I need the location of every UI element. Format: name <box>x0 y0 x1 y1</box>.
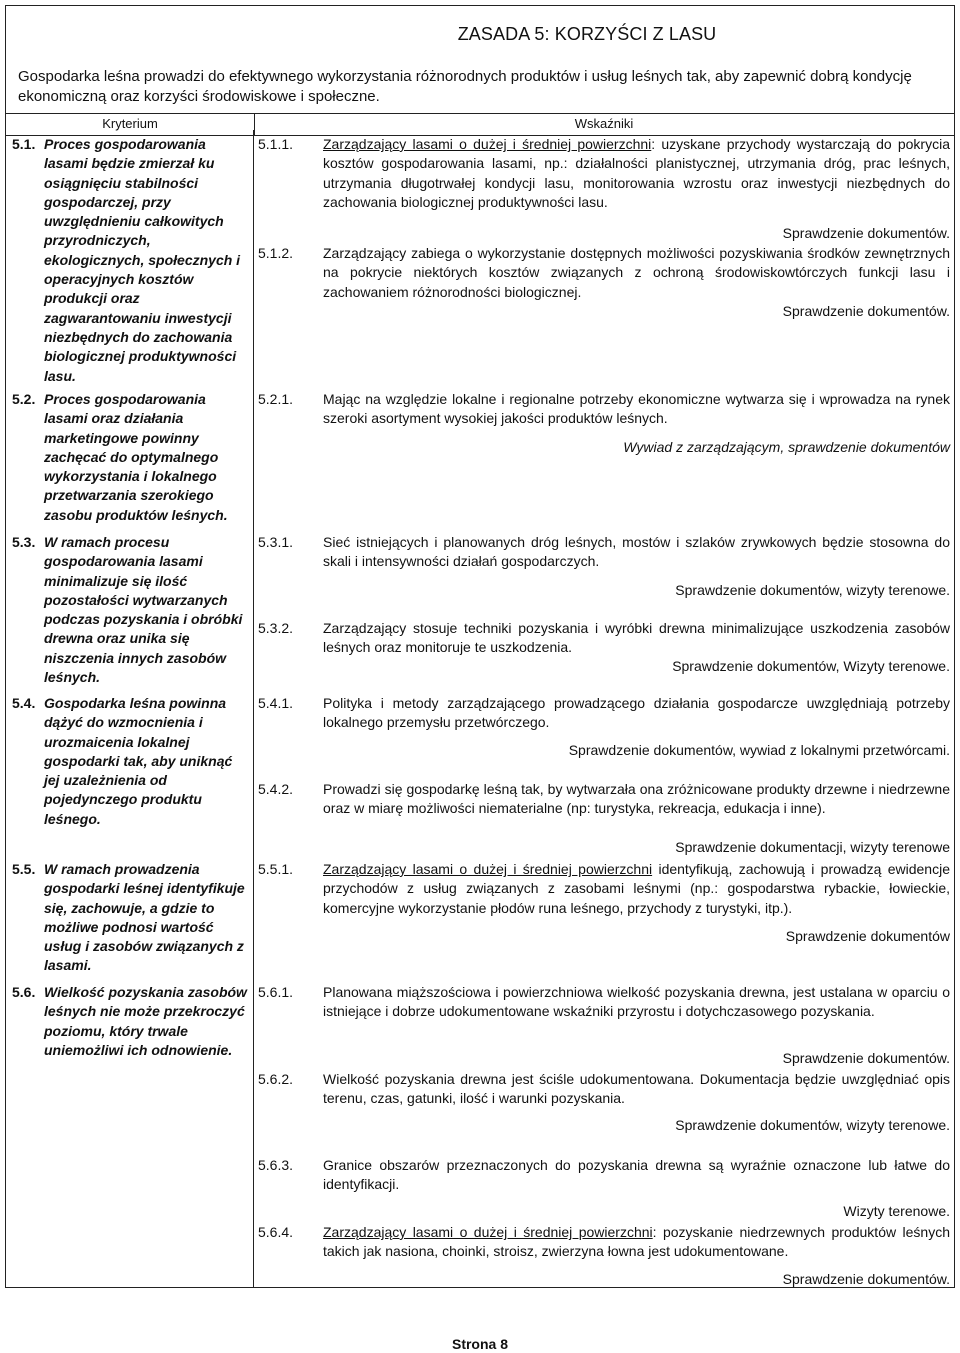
verification-5-6-2: Sprawdzenie dokumentów, wizyty terenowe. <box>675 1117 950 1133</box>
criterion-5-1 <box>12 135 248 386</box>
indicator-text <box>323 135 950 212</box>
indicator-5-5-1 <box>258 860 950 918</box>
indicator-5-2-1 <box>258 390 950 429</box>
verification-5-6-1: Sprawdzenie dokumentów. <box>782 1050 950 1066</box>
criterion-5-4 <box>12 694 248 829</box>
verification-5-1-1: Sprawdzenie dokumentów. <box>782 225 950 241</box>
verification-5-1-2: Sprawdzenie dokumentów. <box>782 303 950 319</box>
indicator-number: 5.3.1. <box>258 534 294 550</box>
indicator-5-3-2 <box>258 619 950 658</box>
criterion-5-6 <box>12 983 248 1060</box>
indicator-text: Prowadzi się gospodarkę leśną tak, by wytwarzała ona zróżnicowane produkty drzewne i niedrzewne oraz w miarę możliwości niematerialne (np: turystyka, rekreacja, edukacja i inne). <box>323 781 950 817</box>
indicator-body: identyfikują, zachowują i prowadzą ewidencje przychodów z usług związanych z zasobami leśnymi (np.: gospodarstwa rybackie, łowieckie, komercyjne wykorzystanie płodów runa leśnego, przychody z turystyki, itp.). <box>323 861 950 916</box>
verification-5-3-2: Sprawdzenie dokumentów, Wizyty terenowe. <box>672 658 950 674</box>
table-header <box>6 113 954 136</box>
indicator-number: 5.3.2. <box>258 620 294 636</box>
page-title: ZASADA 5: KORZYŚCI Z LASU <box>457 24 717 44</box>
criterion-number: 5.2. <box>12 391 36 407</box>
indicator-number: 5.5.1. <box>258 861 294 877</box>
indicator-text: Mając na względzie lokalne i regionalne potrzeby ekonomiczne wytwarza się i wprowadza na rynek szeroki asortyment wysokiej jakości produktów leśnych. <box>323 391 950 427</box>
indicator-number: 5.2.1. <box>258 391 294 407</box>
indicator-number: 5.6.3. <box>258 1157 294 1173</box>
criterion-5-3 <box>12 533 248 687</box>
indicator-text: Sieć istniejących i planowanych dróg leśnych, mostów i szlaków zrywkowych będzie stosowna do skali i intensywności działań gospodarczych. <box>323 534 950 570</box>
indicator-text: Polityka i metody zarządzającego prowadzącego działania gospodarcze uwzględniają potrzeby lokalnego przemysłu przetwórczego. <box>323 695 950 731</box>
criterion-number: 5.3. <box>12 534 36 550</box>
criterion-text: Gospodarka leśna powinna dążyć do wzmocnienia i urozmaicenia lokalnej gospodarki tak, aby uniknąć jej uzależnienia od pojedynczego produktu leśnego. <box>44 695 233 827</box>
indicator-5-4-1 <box>258 694 950 733</box>
indicator-5-6-3 <box>258 1156 950 1195</box>
indicator-number: 5.1.2. <box>258 245 294 261</box>
verification-5-3-1: Sprawdzenie dokumentów, wizyty terenowe. <box>675 582 950 598</box>
indicator-5-1-1 <box>258 135 950 212</box>
criterion-text: Wielkość pozyskania zasobów leśnych nie może przekroczyć poziomu, który trwale uniemożliwi ich odnowienie. <box>44 984 247 1058</box>
criterion-number: 5.1. <box>12 136 36 152</box>
indicator-body: : pozyskanie niedrzewnych produktów leśnych takich jak nasiona, choinki, stroisz, zwierzyna łowna jest udokumentowane. <box>323 1224 950 1260</box>
indicator-body: : uzyskane przychody wystarczają do pokrycia kosztów gospodarowania lasami, np.: działalności planistycznej, utrzymania dróg, prac leśnych, utrzymania długotrwałej kondycji lasu, monitorowania wzrostu oraz inwestycji niezbędnych do zachowania biologicznej produktywności lasu. <box>323 136 950 210</box>
indicator-5-3-1 <box>258 533 950 572</box>
indicator-underlined: Zarządzający lasami o dużej i średniej powierzchni <box>323 136 652 152</box>
criterion-number: 5.5. <box>12 861 36 877</box>
indicator-number: 5.4.1. <box>258 695 294 711</box>
criterion-number: 5.6. <box>12 984 36 1000</box>
verification-5-6-3: Wizyty terenowe. <box>843 1203 950 1219</box>
indicator-underlined: Zarządzający lasami o dużej i średniej powierzchni <box>323 861 653 877</box>
column-divider <box>253 130 254 1288</box>
indicator-5-1-2 <box>258 244 950 302</box>
criterion-number: 5.4. <box>12 695 36 711</box>
indicator-text: Wielkość pozyskania drewna jest ściśle udokumentowana. Dokumentacja będzie uwzględniać opis terenu, czas, gatunki, ilość i warunki pozyskania. <box>323 1071 950 1107</box>
indicator-5-6-2 <box>258 1070 950 1109</box>
criterion-text: Proces gospodarowania lasami będzie zmierzał ku osiągnięciu stabilności gospodarczej, przy uwzględnieniu całkowitych przyrodniczych, ekologicznych, społecznych i operacyjnych kosztów produkcji oraz zagwarantowaniu inwestycji niezbędnych do zachowania biologicznej produktywności lasu. <box>44 136 241 384</box>
header-wskazniki: Wskaźniki <box>574 116 634 131</box>
indicator-5-6-4 <box>258 1223 950 1262</box>
indicator-number: 5.6.4. <box>258 1224 294 1240</box>
indicator-5-6-1 <box>258 983 950 1022</box>
indicator-text <box>323 1223 950 1262</box>
criterion-5-5 <box>12 860 248 976</box>
verification-5-4-2: Sprawdzenie dokumentacji, wizyty terenowe <box>675 839 950 855</box>
verification-5-4-1: Sprawdzenie dokumentów, wywiad z lokalnymi przetwórcami. <box>568 742 950 758</box>
indicator-text: Planowana miąższościowa i powierzchniowa wielkość pozyskania drewna, jest ustalana w oparciu o istniejące i dobrze udokumentowane wskaźniki przyrostu i dotychczasowego pozyskania. <box>323 984 950 1020</box>
criterion-text: W ramach prowadzenia gospodarki leśnej identyfikuje się, zachowuje, a gdzie to możliwe podnosi wartość usług i zasobów związanych z lasami. <box>44 861 245 974</box>
verification-5-5-1: Sprawdzenie dokumentów <box>785 928 950 944</box>
criterion-5-2 <box>12 390 248 525</box>
indicator-number: 5.6.2. <box>258 1071 294 1087</box>
principle-intro: Gospodarka leśna prowadzi do efektywnego wykorzystania różnorodnych produktów i usług leśnych tak, aby zapewnić dobrą kondycję ekonomiczną oraz korzyści środowiskowe i społeczne. <box>18 68 912 105</box>
indicator-number: 5.1.1. <box>258 136 294 152</box>
page-number: Strona 8 <box>451 1336 508 1352</box>
indicator-text <box>323 860 950 918</box>
verification-5-6-4: Sprawdzenie dokumentów. <box>782 1271 950 1287</box>
criterion-text: W ramach procesu gospodarowania lasami minimalizuje się ilość pozostałości wytwarzanych podczas pozyskania i obróbki drewna oraz unika się niszczenia innych zasobów leśnych. <box>44 534 243 686</box>
indicator-number: 5.6.1. <box>258 984 294 1000</box>
indicator-text: Granice obszarów przeznaczonych do pozyskania drewna są wyraźnie oznaczone lub łatwe do identyfikacji. <box>323 1157 950 1193</box>
indicator-5-4-2 <box>258 780 950 819</box>
criterion-text: Proces gospodarowania lasami oraz działania marketingowe powinny zachęcać do optymalnego wykorzystania i lokalnego przetwarzania szerokiego zasobu produktów leśnych. <box>44 391 228 523</box>
indicator-underlined: Zarządzający lasami o dużej i średniej powierzchni <box>323 1224 653 1240</box>
indicator-text: Zarządzający stosuje techniki pozyskania i wyróbki drewna minimalizujące uszkodzenia zasobów leśnych oraz monitoruje te uszkodzenia. <box>323 620 950 656</box>
header-kryterium: Kryterium <box>102 116 158 131</box>
indicator-number: 5.4.2. <box>258 781 294 797</box>
verification-5-2-1: Wywiad z zarządzającym, sprawdzenie dokumentów <box>623 439 950 455</box>
indicator-text: Zarządzający zabiega o wykorzystanie dostępnych możliwości pozyskiwania środków zewnętrznych na pokrycie niektórych kosztów związanych z ochroną środowiskowtórczych funkcji lasu i zachowaniem różnorodności biologicznej. <box>323 245 950 300</box>
